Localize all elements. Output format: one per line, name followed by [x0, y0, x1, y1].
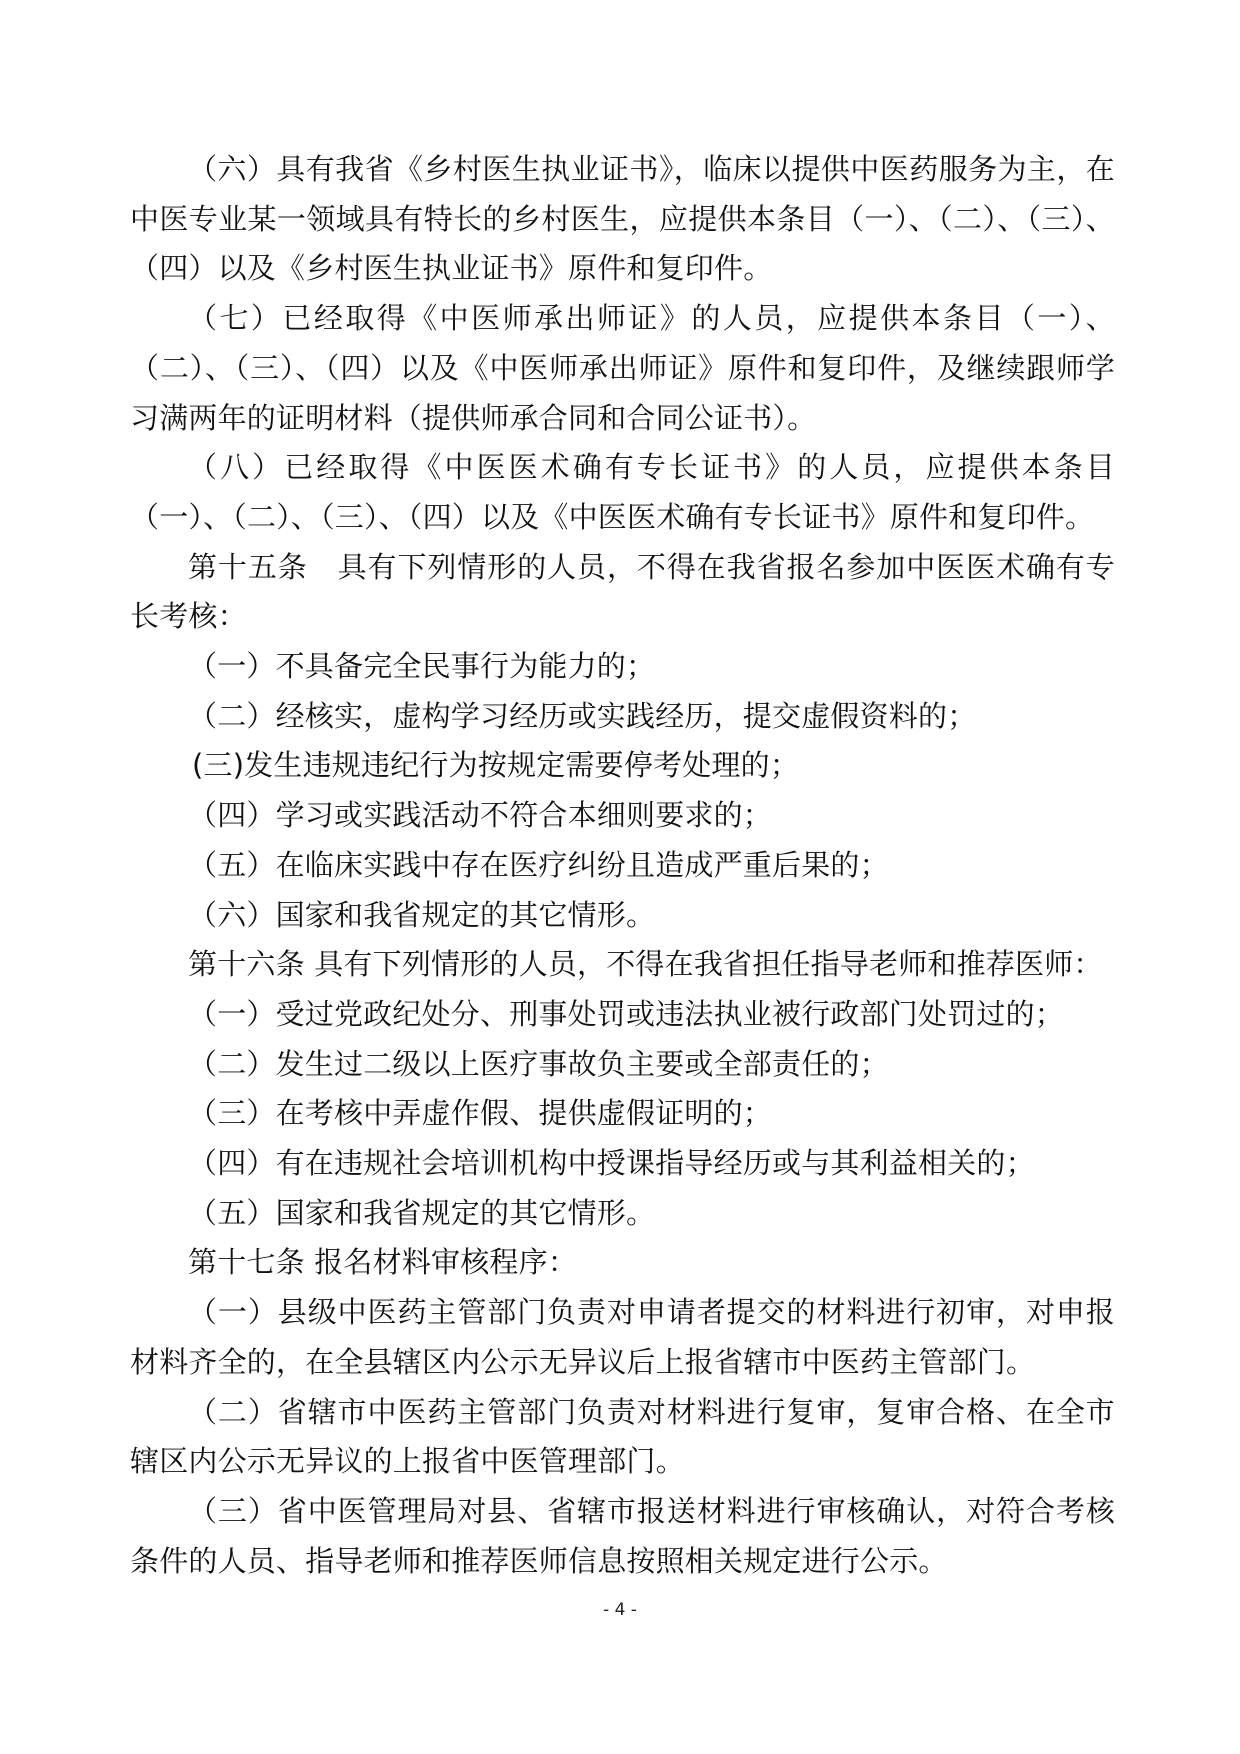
- article-15-item-4: （四）学习或实践活动不符合本细则要求的；: [188, 798, 773, 833]
- paragraph-item-8: （八）已经取得《中医医术确有专长证书》的人员，应提供本条目（一）、（二）、（三）、（四）以及《中医医术确有专长证书》原件和复印件。: [130, 450, 1115, 534]
- article-16-item-5: （五）国家和我省规定的其它情形。: [188, 1195, 656, 1230]
- article-16-item-3: （三）在考核中弄虚作假、提供虚假证明的；: [188, 1096, 773, 1131]
- article-17-item-2: （二）省辖市中医药主管部门负责对材料进行复审，复审合格、在全市辖区内公示无异议的上报省中医管理部门。: [130, 1394, 1115, 1479]
- article-16-item-2: （二）发生过二级以上医疗事故负主要或全部责任的；: [188, 1046, 889, 1081]
- paragraph-item-6: （六）具有我省《乡村医生执业证书》，临床以提供中医药服务为主，在中医专业某一领域具有特长的乡村医生，应提供本条目（一）、（二）、（三）、（四）以及《乡村医生执业证书》原件和复印件。: [130, 152, 1115, 286]
- page-number: - 4 -: [603, 1600, 637, 1620]
- article-15-item-3: (三)发生违规违纪行为按规定需要停考处理的；: [192, 748, 800, 783]
- article-15-item-1: （一）不具备完全民事行为能力的；: [188, 649, 656, 684]
- article-16-item-4: （四）有在违规社会培训机构中授课指导经历或与其利益相关的；: [188, 1146, 1035, 1181]
- article-15-item-5: （五）在临床实践中存在医疗纠纷且造成严重后果的；: [188, 847, 889, 882]
- article-17-heading: 第十七条 报名材料审核程序：: [188, 1245, 578, 1280]
- article-17-item-3: （三）省中医管理局对县、省辖市报送材料进行审核确认，对符合考核条件的人员、指导老师和推荐医师信息按照相关规定进行公示。: [130, 1493, 1115, 1578]
- article-15-item-2: （二）经核实，虚构学习经历或实践经历，提交虚假资料的；: [188, 698, 977, 733]
- document-body: [130, 145, 1115, 1586]
- article-16-item-1: （一）受过党政纪处分、刑事处罚或违法执业被行政部门处罚过的；: [188, 996, 1065, 1031]
- paragraph-item-7: （七）已经取得《中医师承出师证》的人员，应提供本条目（一）、（二）、（三）、（四）以及《中医师承出师证》原件和复印件，及继续跟师学习满两年的证明材料（提供师承合同和合同公证书）。: [130, 301, 1115, 435]
- article-15-item-6: （六）国家和我省规定的其它情形。: [188, 897, 656, 932]
- article-17-item-1: （一）县级中医药主管部门负责对申请者提交的材料进行初审，对申报材料齐全的，在全县辖区内公示无异议后上报省辖市中医药主管部门。: [130, 1295, 1115, 1379]
- article-16-heading: 第十六条 具有下列情形的人员，不得在我省担任指导老师和推荐医师：: [188, 947, 1103, 982]
- article-15-heading: 第十五条 具有下列情形的人员，不得在我省报名参加中医医术确有专长考核：: [130, 549, 1115, 634]
